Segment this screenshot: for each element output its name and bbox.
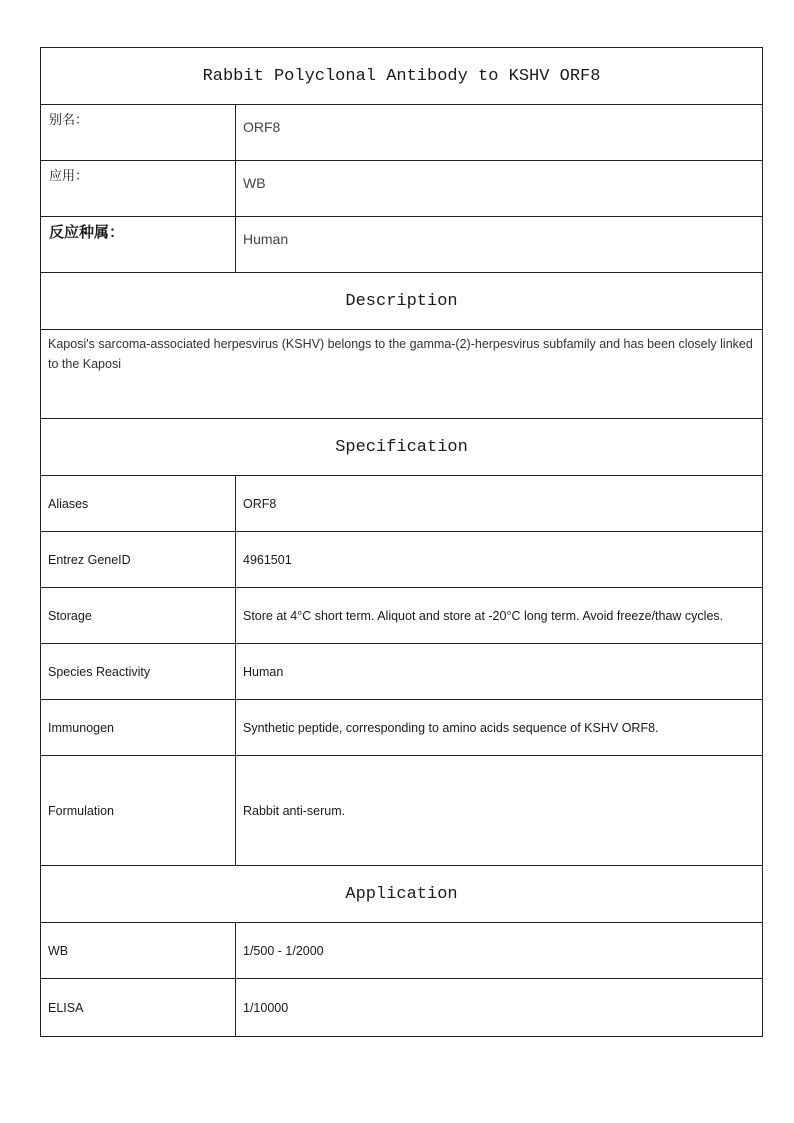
reactivity-value-cn: Human: [236, 217, 763, 273]
alias-value-cn: ORF8: [236, 105, 763, 161]
spec-label-reactivity: Species Reactivity: [41, 644, 236, 700]
alias-label-cn: 别名：: [41, 105, 236, 161]
app-label-elisa: ELISA: [41, 979, 236, 1037]
spec-value-reactivity: Human: [236, 644, 763, 700]
spec-value-formulation: Rabbit anti-serum.: [236, 756, 763, 866]
spec-label-formulation: Formulation: [41, 756, 236, 866]
app-value-wb: 1/500 - 1/2000: [236, 923, 763, 979]
app-value-elisa: 1/10000: [236, 979, 763, 1037]
spec-label-immunogen: Immunogen: [41, 700, 236, 756]
datasheet-table: [40, 47, 763, 1037]
application-label-cn: 应用：: [41, 161, 236, 217]
spec-value-immunogen: Synthetic peptide, corresponding to amino acids sequence of KSHV ORF8.: [236, 700, 763, 756]
application-heading: Application: [41, 866, 763, 923]
spec-label-storage: Storage: [41, 588, 236, 644]
product-title: Rabbit Polyclonal Antibody to KSHV ORF8: [41, 48, 763, 105]
specification-heading: Specification: [41, 419, 763, 476]
spec-label-aliases: Aliases: [41, 476, 236, 532]
spec-value-aliases: ORF8: [236, 476, 763, 532]
spec-value-storage: Store at 4°C short term. Aliquot and store at -20°C long term. Avoid freeze/thaw cycles.: [236, 588, 763, 644]
app-label-wb: WB: [41, 923, 236, 979]
description-heading: Description: [41, 273, 763, 330]
spec-value-entrez: 4961501: [236, 532, 763, 588]
description-text: Kaposi's sarcoma-associated herpesvirus (KSHV) belongs to the gamma-(2)-herpesvirus subfamily and has been closely linked to the Kaposi: [41, 330, 763, 419]
reactivity-label-cn: 反应种属：: [41, 217, 236, 273]
spec-label-entrez: Entrez GeneID: [41, 532, 236, 588]
application-value-cn: WB: [236, 161, 763, 217]
